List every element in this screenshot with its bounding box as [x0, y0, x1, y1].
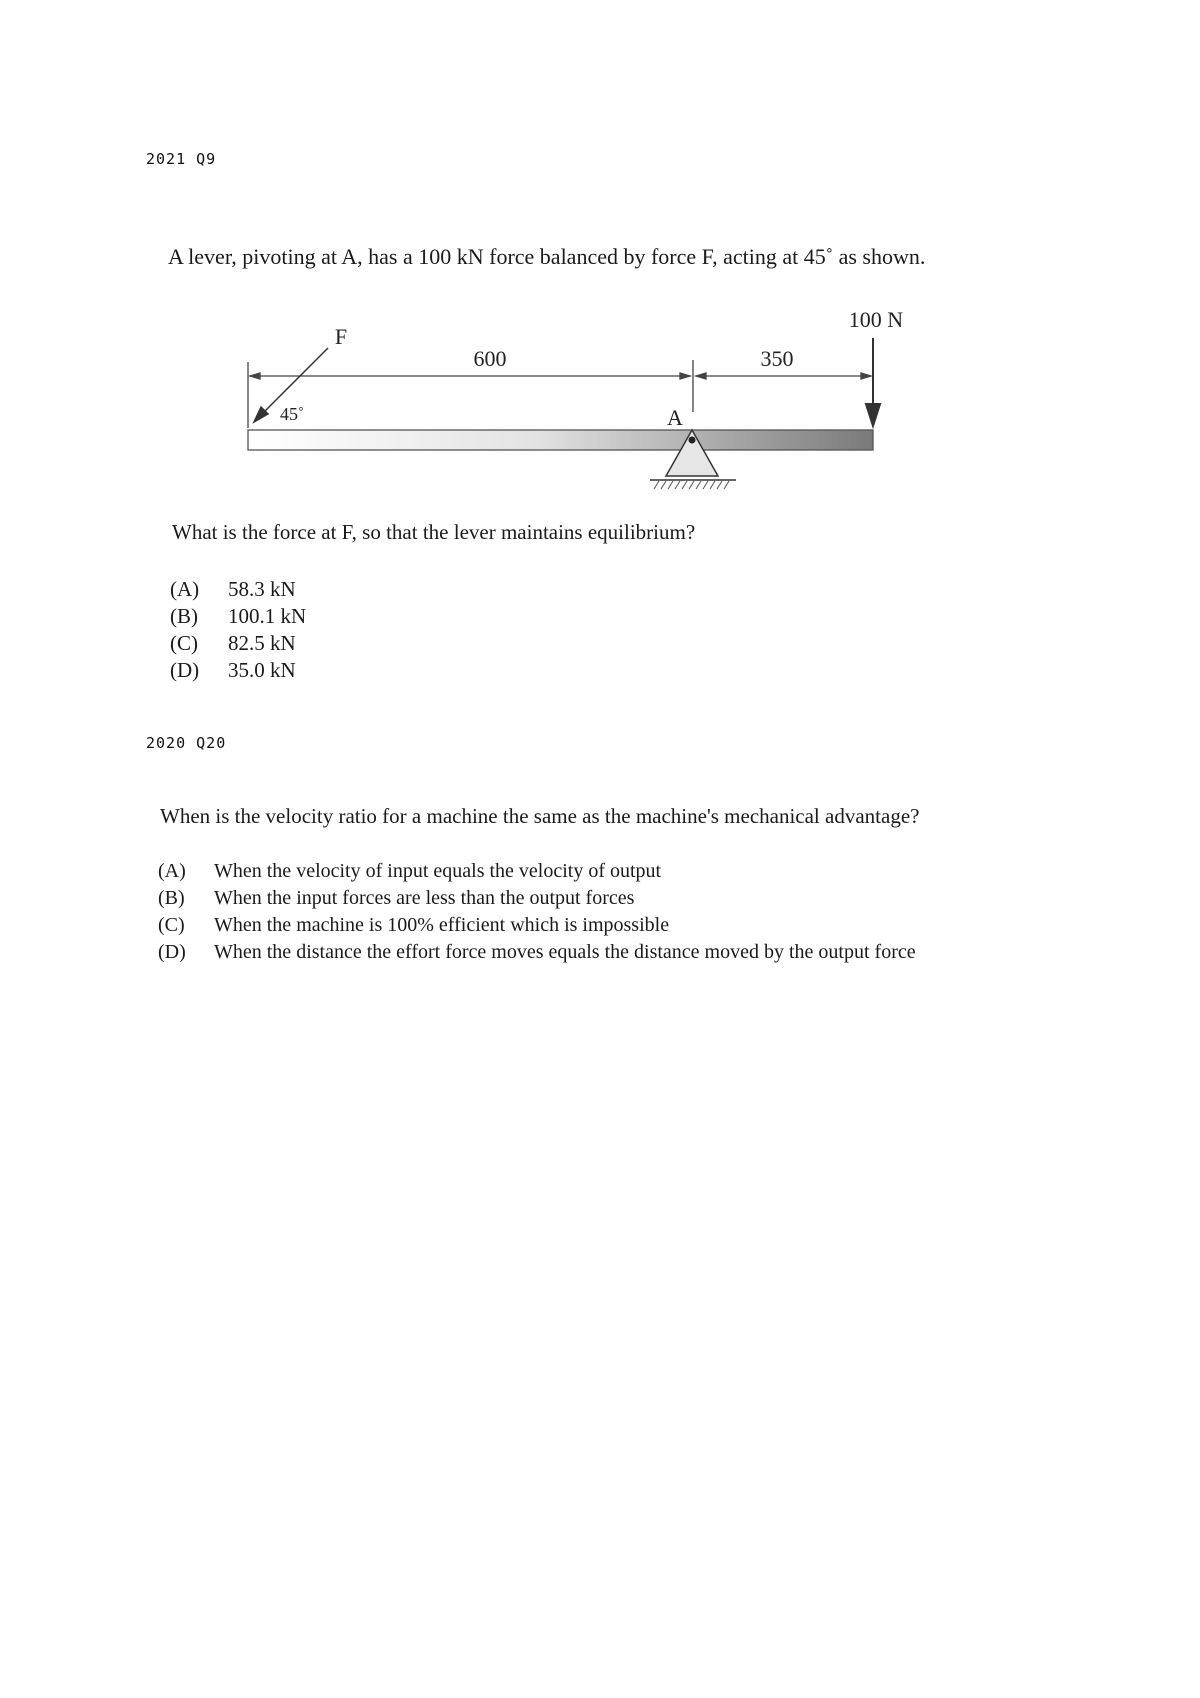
- option-text: When the input forces are less than the output forces: [214, 887, 635, 909]
- option-b: [170, 603, 306, 630]
- option-c: [170, 630, 306, 657]
- question-stem-q20: When is the velocity ratio for a machine the same as the machine's mechanical advantage?: [160, 804, 920, 828]
- option-key: (A): [170, 577, 200, 601]
- question-tag-2020-q20: 2020 Q20: [146, 734, 227, 752]
- dim-label-600: 600: [473, 346, 507, 371]
- option-text: 100.1 kN: [228, 604, 307, 628]
- question-tag-2021-q9: 2021 Q9: [146, 150, 217, 168]
- load-arrow: [866, 338, 880, 426]
- options-q9: [170, 576, 306, 684]
- angle-label: 45˚: [280, 404, 304, 424]
- load-label: 100 N: [848, 307, 904, 332]
- lever-diagram: [0, 0, 1200, 520]
- option-key: (B): [158, 887, 185, 909]
- option-key: (A): [158, 860, 186, 882]
- option-key: (C): [170, 631, 198, 655]
- option-text: When the distance the effort force moves equals the distance moved by the output force: [214, 941, 916, 963]
- lever-beam: [248, 430, 873, 450]
- force-f-label: F: [334, 324, 348, 349]
- option-c: [158, 912, 916, 939]
- option-a: [170, 576, 306, 603]
- option-key: (B): [170, 604, 198, 628]
- pivot-label: A: [667, 405, 683, 430]
- dim-label-350: 350: [760, 346, 794, 371]
- option-d: [158, 939, 916, 966]
- option-key: (D): [170, 658, 200, 682]
- option-text: When the machine is 100% efficient which is impossible: [214, 914, 670, 936]
- option-text: When the velocity of input equals the velocity of output: [214, 860, 662, 882]
- option-text: 35.0 kN: [228, 658, 296, 682]
- options-q20: [158, 858, 916, 966]
- option-b: [158, 885, 916, 912]
- option-key: (C): [158, 914, 185, 936]
- option-key: (D): [158, 941, 186, 963]
- question-stem-q9: A lever, pivoting at A, has a 100 kN force balanced by force F, acting at 45˚ as shown.: [168, 244, 926, 269]
- option-text: 58.3 kN: [228, 577, 296, 601]
- option-text: 82.5 kN: [228, 631, 296, 655]
- option-a: [158, 858, 916, 885]
- option-d: [170, 657, 306, 684]
- question-prompt-q9: What is the force at F, so that the lever maintains equilibrium?: [172, 520, 696, 544]
